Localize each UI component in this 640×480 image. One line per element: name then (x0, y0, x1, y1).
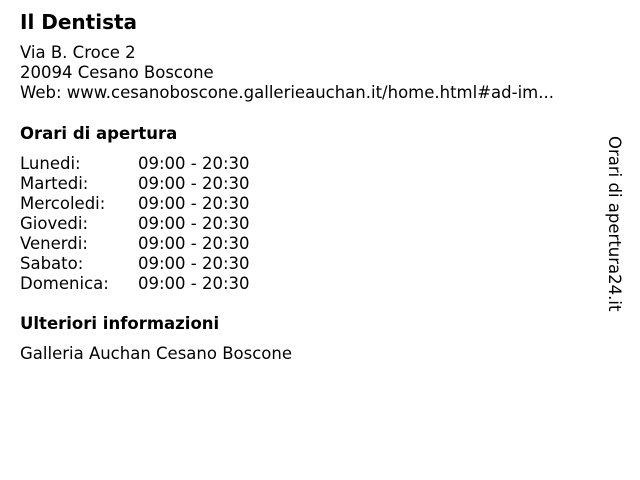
site-watermark: Orari di apertura24.it (605, 136, 624, 312)
hours-row-monday (20, 154, 280, 174)
hours-row-sunday (20, 274, 280, 294)
business-name: Il Dentista (20, 10, 138, 34)
address-city: 20094 Cesano Boscone (20, 63, 214, 82)
day-label: Mercoledi: (20, 194, 106, 213)
address-block (20, 43, 554, 103)
opening-hours-table (20, 154, 280, 294)
time-range: 09:00 - 20:30 (138, 174, 250, 193)
address-street: Via B. Croce 2 (20, 43, 136, 62)
opening-hours-title: Orari di apertura (20, 124, 178, 143)
hours-row-tuesday (20, 174, 280, 194)
website-link[interactable]: Web: www.cesanoboscone.gallerieauchan.it/home.html#ad-im... (20, 83, 554, 102)
day-label: Domenica: (20, 274, 109, 293)
hours-row-wednesday (20, 194, 280, 214)
time-range: 09:00 - 20:30 (138, 234, 250, 253)
more-info-text: Galleria Auchan Cesano Boscone (20, 344, 292, 363)
day-label: Venerdi: (20, 234, 88, 253)
time-range: 09:00 - 20:30 (138, 214, 250, 233)
time-range: 09:00 - 20:30 (138, 154, 250, 173)
time-range: 09:00 - 20:30 (138, 254, 250, 273)
time-range: 09:00 - 20:30 (138, 274, 250, 293)
day-label: Sabato: (20, 254, 84, 273)
day-label: Martedi: (20, 174, 89, 193)
hours-row-saturday (20, 254, 280, 274)
more-info-title: Ulteriori informazioni (20, 314, 220, 333)
hours-row-thursday (20, 214, 280, 234)
hours-row-friday (20, 234, 280, 254)
day-label: Giovedi: (20, 214, 88, 233)
time-range: 09:00 - 20:30 (138, 194, 250, 213)
day-label: Lunedi: (20, 154, 81, 173)
